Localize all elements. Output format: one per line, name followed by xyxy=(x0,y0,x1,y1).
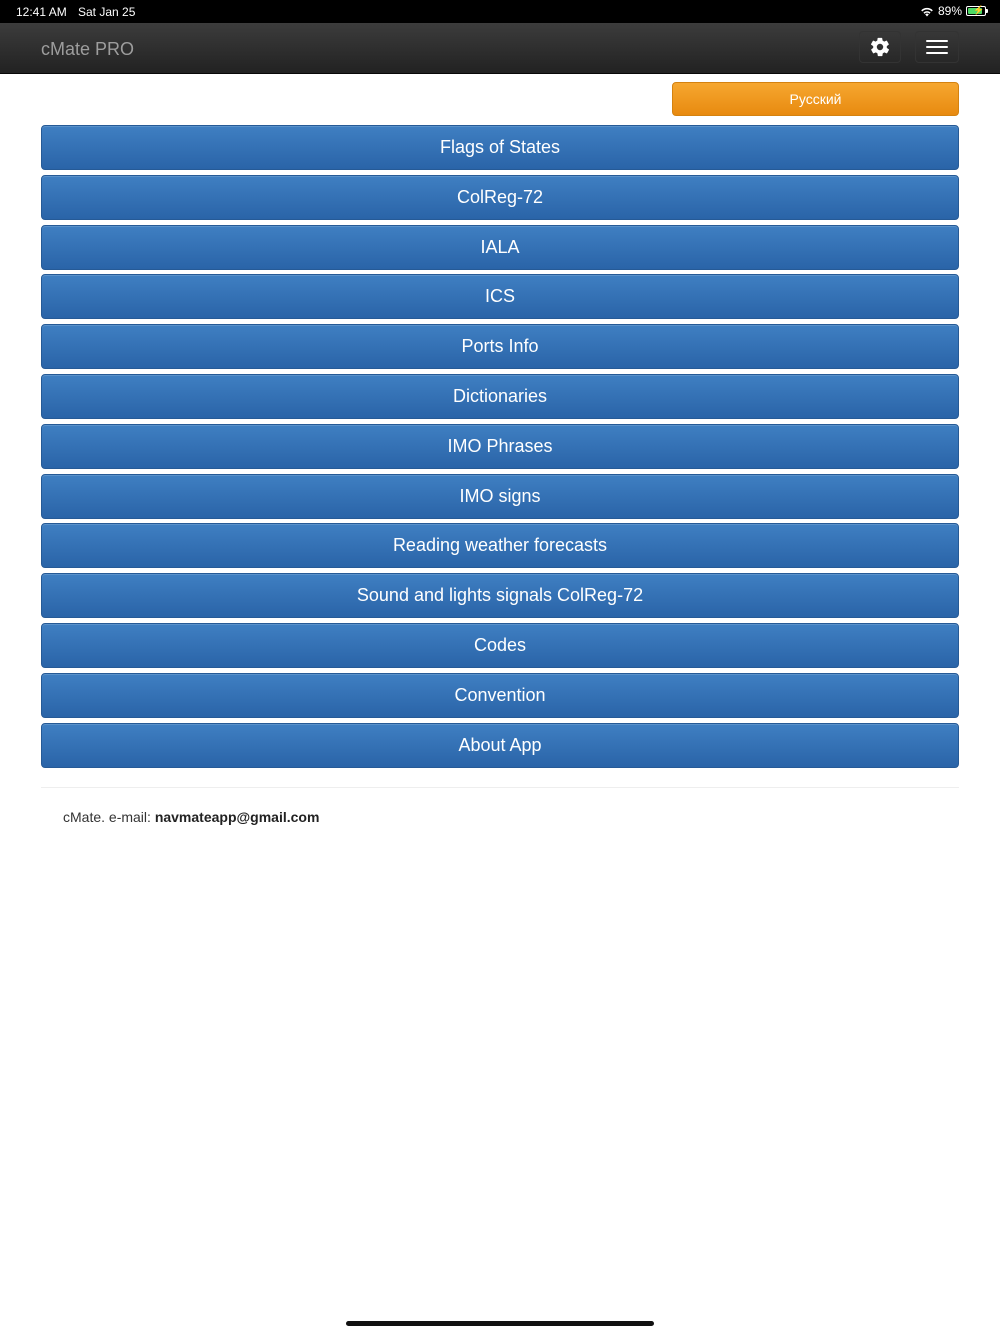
battery-icon: ⚡ xyxy=(966,6,986,16)
main-menu xyxy=(41,125,959,772)
menu-item-codes[interactable]: Codes xyxy=(41,623,959,668)
menu-item-colreg-72[interactable]: ColReg-72 xyxy=(41,175,959,220)
top-navbar xyxy=(0,23,1000,74)
menu-item-dictionaries[interactable]: Dictionaries xyxy=(41,374,959,419)
menu-item-flags-of-states[interactable]: Flags of States xyxy=(41,125,959,170)
footer xyxy=(63,809,319,825)
footer-email-link[interactable]: navmateapp@gmail.com xyxy=(154,809,320,825)
gear-icon xyxy=(869,36,891,58)
menu-item-sound-light-signals[interactable]: Sound and lights signals ColReg-72 xyxy=(41,573,959,618)
status-time: 12:41 AM xyxy=(16,5,67,19)
menu-item-imo-phrases[interactable]: IMO Phrases xyxy=(41,424,959,469)
menu-item-ports-info[interactable]: Ports Info xyxy=(41,324,959,369)
menu-item-imo-signs[interactable]: IMO signs xyxy=(41,474,959,519)
language-button[interactable]: Русский xyxy=(672,82,959,116)
status-right xyxy=(920,4,986,18)
status-date: Sat Jan 25 xyxy=(78,5,136,19)
home-indicator[interactable] xyxy=(346,1321,654,1326)
menu-toggle-button[interactable] xyxy=(915,31,959,63)
footer-divider xyxy=(41,787,959,788)
battery-percent: 89% xyxy=(937,4,962,18)
app-title[interactable]: cMate PRO xyxy=(41,39,135,59)
status-bar xyxy=(0,0,1000,23)
menu-item-convention[interactable]: Convention xyxy=(41,673,959,718)
menu-item-weather-forecasts[interactable]: Reading weather forecasts xyxy=(41,523,959,568)
menu-item-about-app[interactable]: About App xyxy=(41,723,959,768)
menu-item-iala[interactable]: IALA xyxy=(41,225,959,270)
hamburger-icon xyxy=(926,36,948,58)
wifi-icon xyxy=(920,6,934,17)
footer-prefix: cMate. e-mail: xyxy=(63,809,155,825)
menu-item-ics[interactable]: ICS xyxy=(41,274,959,319)
settings-button[interactable] xyxy=(859,31,901,63)
